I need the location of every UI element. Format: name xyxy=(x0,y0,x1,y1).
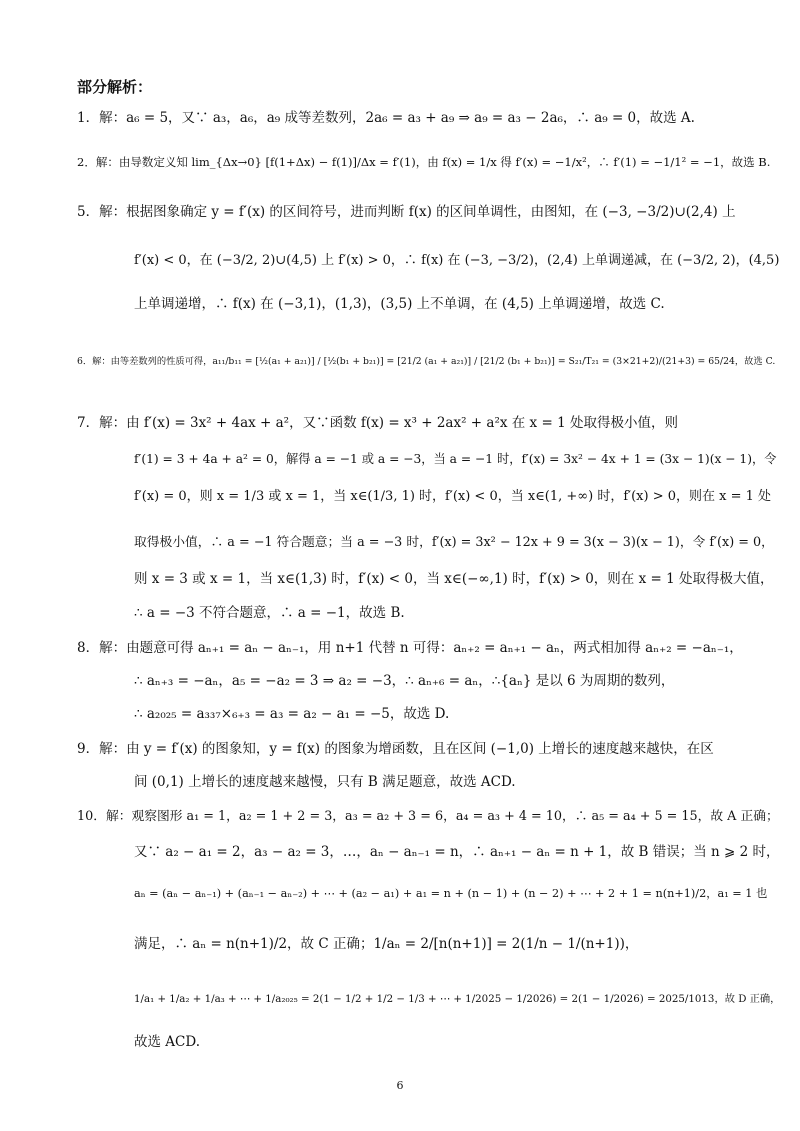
page-number: 6 xyxy=(396,1079,404,1092)
solution-5-line-3: 上单调递增，∴ f(x) 在 (−3,1)，(1,3)，(3,5) 上不单调，在 (4,5) 上单调递增，故选 C. xyxy=(134,296,665,312)
solution-1: 1．解：a₆ = 5，又∵ a₃，a₆，a₉ 成等差数列，2a₆ = a₃ + a₉ ⇒ a₉ = a₃ − 2a₆，∴ a₉ = 0，故选 A. xyxy=(77,110,695,126)
solution-5-line-1: 5．解：根据图象确定 y = f′(x) 的区间符号，进而判断 f(x) 的区间单调性，由图知，在 (−3, −3/2)∪(2,4) 上 xyxy=(77,204,736,220)
solution-7-line-5: 则 x = 3 或 x = 1，当 x∈(1,3) 时，f′(x) < 0，当 x∈(−∞,1) 时，f′(x) > 0，则在 x = 1 处取得极大值， xyxy=(134,571,774,587)
solution-10-line-3: aₙ = (aₙ − aₙ₋₁) + (aₙ₋₁ − aₙ₋₂) + ⋯ + (a₂ − a₁) + a₁ = n + (n − 1) + (n − 2) + ⋯ + 2 + 1 = n(n+1)/2，a₁ = 1 也 xyxy=(134,887,768,900)
solution-2: 2．解：由导数定义知 lim_{Δx→0} [f(1+Δx) − f(1)]/Δx = f′(1)，由 f(x) = 1/x 得 f′(x) = −1/x²，∴ f′(1) = −1/1² = −1，故选 B. xyxy=(77,155,771,169)
solution-10-line-4: 满足，∴ aₙ = n(n+1)/2，故 C 正确；1/aₙ = 2/[n(n+1)] = 2(1/n − 1/(n+1))， xyxy=(134,936,639,952)
solution-10-line-1: 10．解：观察图形 a₁ = 1，a₂ = 1 + 2 = 3，a₃ = a₂ + 3 = 6，a₄ = a₃ + 4 = 10，∴ a₅ = a₄ + 5 = 15，故 A 正确； xyxy=(77,809,779,824)
solution-7-line-2: f′(1) = 3 + 4a + a² = 0，解得 a = −1 或 a = −3，当 a = −1 时，f′(x) = 3x² − 4x + 1 = (3x − 1)(x − 1)，令 xyxy=(134,452,777,466)
solution-10-line-2: 又∵ a₂ − a₁ = 2，a₃ − a₂ = 3，…，aₙ − aₙ₋₁ = n，∴ aₙ₊₁ − aₙ = n + 1，故 B 错误；当 n ⩾ 2 时， xyxy=(134,844,780,860)
solution-5-line-2: f′(x) < 0，在 (−3/2, 2)∪(4,5) 上 f′(x) > 0，∴ f(x) 在 (−3, −3/2)，(2,4) 上单调递减，在 (−3/2, 2)，(4,5) xyxy=(134,253,780,268)
solution-9-line-1: 9．解：由 y = f′(x) 的图象知，y = f(x) 的图象为增函数，且在区间 (−1,0) 上增长的速度越来越快，在区 xyxy=(77,741,714,757)
solution-6: 6．解：由等差数列的性质可得，a₁₁/b₁₁ = [½(a₁ + a₂₁)] / [½(b₁ + b₂₁)] = [21/2 (a₁ + a₂₁)] / [21/2 (b₁ + b₂₁)] = S₂₁/T₂₁ = (3×21+2)/(21+3) = 65/24，故选 C. xyxy=(77,356,776,367)
solution-7-line-4: 取得极小值，∴ a = −1 符合题意；当 a = −3 时，f′(x) = 3x² − 12x + 9 = 3(x − 3)(x − 1)，令 f′(x) = 0， xyxy=(134,535,774,550)
solution-7-line-3: f′(x) = 0，则 x = 1/3 或 x = 1，当 x∈(1/3, 1) 时，f′(x) < 0，当 x∈(1, +∞) 时，f′(x) > 0，则在 x = 1 处 xyxy=(134,489,772,504)
section-title: 部分解析： xyxy=(77,78,153,96)
solution-8-line-2: ∴ aₙ₊₃ = −aₙ，a₅ = −a₂ = 3 ⇒ a₂ = −3，∴ aₙ₊₆ = aₙ，∴{aₙ} 是以 6 为周期的数列， xyxy=(134,673,675,689)
solution-10-line-6: 故选 ACD. xyxy=(134,1034,201,1050)
solution-7-line-1: 7．解：由 f′(x) = 3x² + 4ax + a²，又∵函数 f(x) = x³ + 2ax² + a²x 在 x = 1 处取得极小值，则 xyxy=(77,415,678,431)
solution-8-line-3: ∴ a₂₀₂₅ = a₃₃₇×₆₊₃ = a₃ = a₂ − a₁ = −5，故选 D. xyxy=(134,706,450,722)
solution-10-line-5: 1/a₁ + 1/a₂ + 1/a₃ + ⋯ + 1/a₂₀₂₅ = 2(1 − 1/2 + 1/2 − 1/3 + ⋯ + 1/2025 − 1/2026) = 2(1 − 1/2026) = 2025/1013，故 D 正确， xyxy=(134,993,781,1005)
solution-8-line-1: 8．解：由题意可得 aₙ₊₁ = aₙ − aₙ₋₁，用 n+1 代替 n 可得：aₙ₊₂ = aₙ₊₁ − aₙ，两式相加得 aₙ₊₂ = −aₙ₋₁， xyxy=(77,640,743,656)
solution-9-line-2: 间 (0,1) 上增长的速度越来越慢，只有 B 满足题意，故选 ACD. xyxy=(134,774,516,790)
solution-7-line-6: ∴ a = −3 不符合题意，∴ a = −1，故选 B. xyxy=(134,605,405,621)
